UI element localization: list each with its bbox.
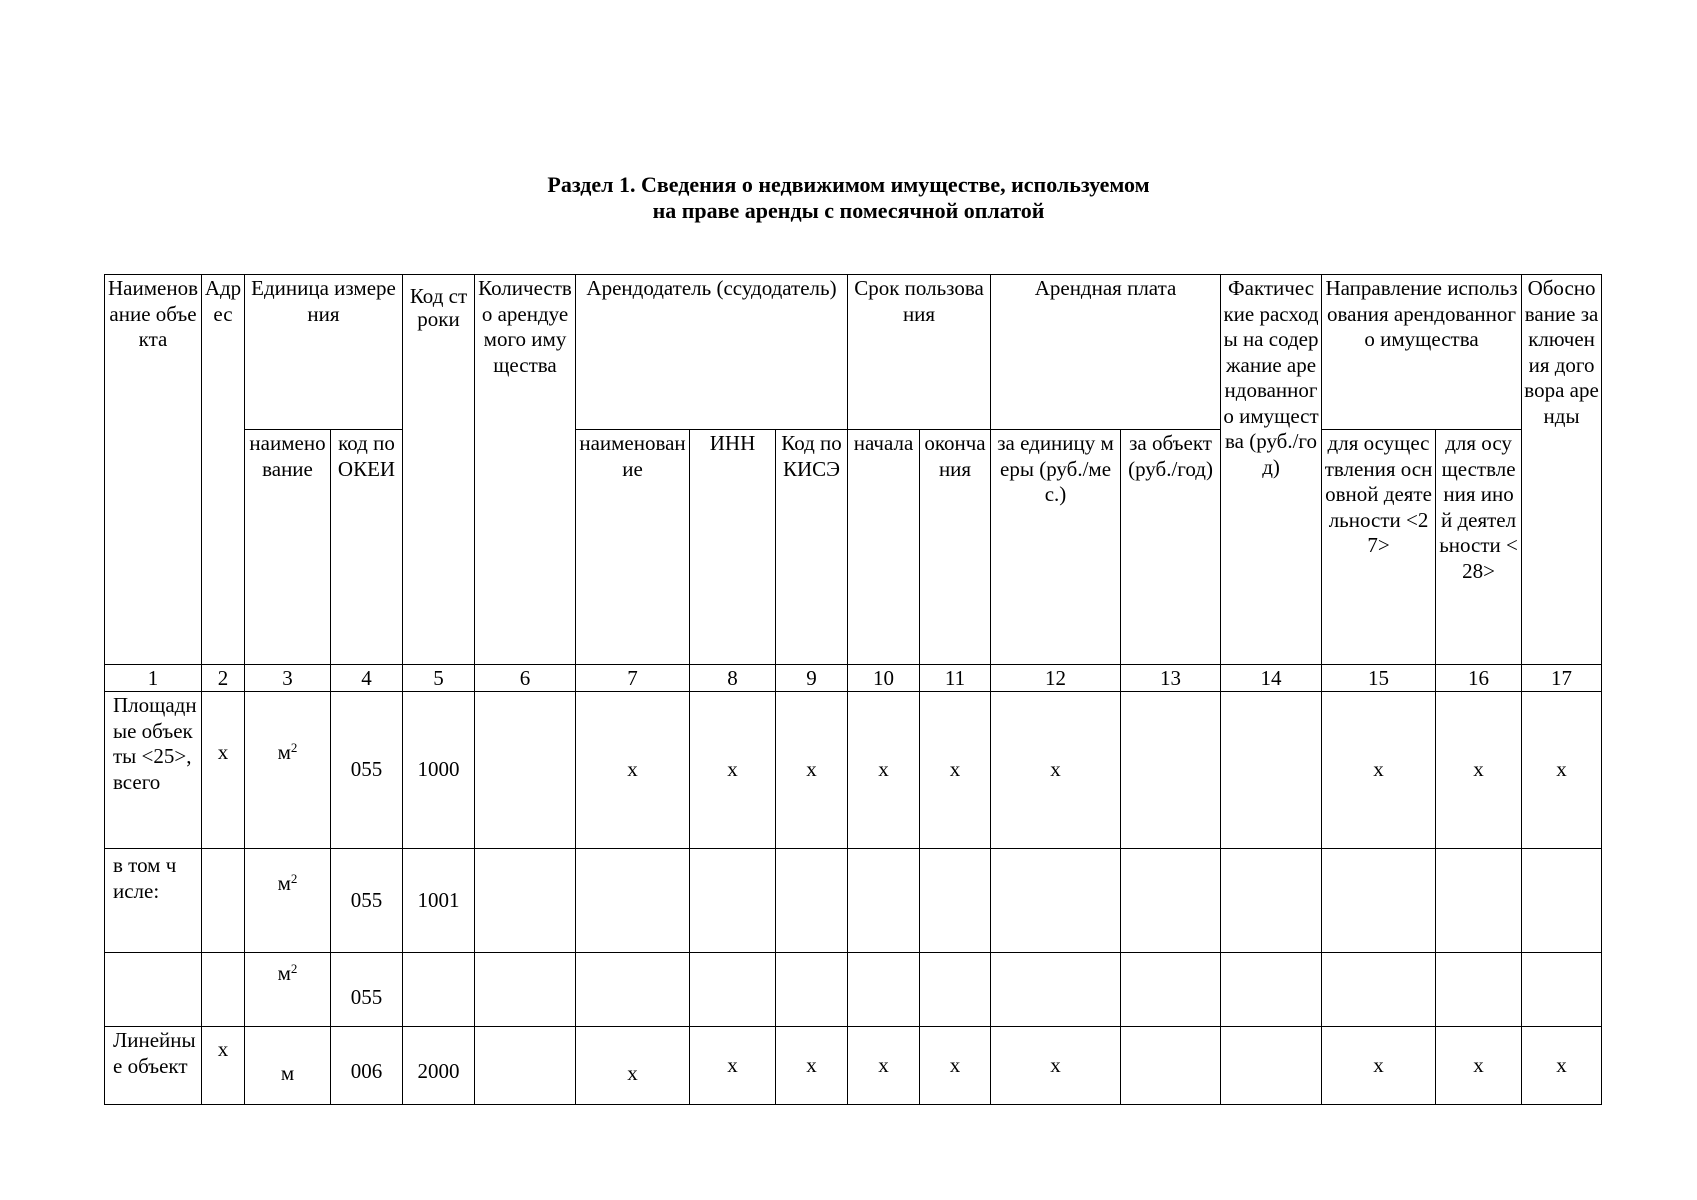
section-title bbox=[0, 172, 1697, 224]
purpose-other-cell: x bbox=[1436, 692, 1522, 849]
term-end-cell bbox=[920, 849, 991, 953]
column-number: 11 bbox=[920, 665, 991, 692]
column-number: 13 bbox=[1121, 665, 1221, 692]
term-start-cell: x bbox=[848, 1027, 920, 1105]
kise-cell: x bbox=[776, 692, 848, 849]
quantity-cell bbox=[475, 953, 576, 1027]
quantity-cell bbox=[475, 849, 576, 953]
unit-text: м bbox=[280, 1061, 295, 1085]
purpose-main-cell bbox=[1322, 953, 1436, 1027]
quantity-cell bbox=[475, 1027, 576, 1105]
lessor-name-cell: x bbox=[576, 1027, 690, 1105]
unit-name-cell bbox=[245, 953, 331, 1027]
quantity-cell bbox=[475, 692, 576, 849]
address-cell: x bbox=[202, 1027, 245, 1105]
inn-cell: x bbox=[690, 692, 776, 849]
header-unit-okei: код по ОКЕИ bbox=[331, 430, 403, 665]
header-row-2 bbox=[105, 430, 1602, 665]
header-lessor-kise: Код по КИСЭ bbox=[776, 430, 848, 665]
kise-cell bbox=[776, 849, 848, 953]
unit-superscript: 2 bbox=[290, 961, 298, 976]
rent-object-cell bbox=[1121, 692, 1221, 849]
justification-cell bbox=[1522, 953, 1602, 1027]
unit-name-cell bbox=[245, 849, 331, 953]
table-row bbox=[105, 1027, 1602, 1105]
purpose-main-cell: x bbox=[1322, 692, 1436, 849]
column-number: 9 bbox=[776, 665, 848, 692]
unit-text: м bbox=[277, 740, 291, 764]
purpose-other-cell: x bbox=[1436, 1027, 1522, 1105]
purpose-other-cell bbox=[1436, 953, 1522, 1027]
header-name: Наименование объекта bbox=[105, 275, 202, 665]
rent-unit-cell: x bbox=[991, 692, 1121, 849]
expenses-cell bbox=[1221, 1027, 1322, 1105]
unit-text: м bbox=[277, 961, 291, 985]
column-number: 17 bbox=[1522, 665, 1602, 692]
header-unit: Единица измерения bbox=[245, 275, 403, 430]
column-number: 4 bbox=[331, 665, 403, 692]
term-end-cell: x bbox=[920, 692, 991, 849]
okei-cell: 055 bbox=[331, 849, 403, 953]
address-cell bbox=[202, 953, 245, 1027]
column-number: 15 bbox=[1322, 665, 1436, 692]
term-start-cell bbox=[848, 849, 920, 953]
rent-object-cell bbox=[1121, 849, 1221, 953]
row-code-cell: 2000 bbox=[403, 1027, 475, 1105]
address-cell: x bbox=[202, 692, 245, 849]
column-number: 10 bbox=[848, 665, 920, 692]
inn-cell: x bbox=[690, 1027, 776, 1105]
rent-unit-cell: x bbox=[991, 1027, 1121, 1105]
header-term-start: начала bbox=[848, 430, 920, 665]
rent-object-cell bbox=[1121, 1027, 1221, 1105]
column-number: 2 bbox=[202, 665, 245, 692]
rent-unit-cell bbox=[991, 953, 1121, 1027]
header-address: Адрес bbox=[202, 275, 245, 665]
column-number-row bbox=[105, 665, 1602, 692]
kise-cell: x bbox=[776, 1027, 848, 1105]
lessor-name-cell bbox=[576, 849, 690, 953]
term-start-cell bbox=[848, 953, 920, 1027]
object-name-cell: Площадные объекты <25>, всего bbox=[105, 692, 202, 849]
header-term: Срок пользования bbox=[848, 275, 991, 430]
header-rent: Арендная плата bbox=[991, 275, 1221, 430]
column-number: 14 bbox=[1221, 665, 1322, 692]
inn-cell bbox=[690, 953, 776, 1027]
term-end-cell: x bbox=[920, 1027, 991, 1105]
lessor-name-cell bbox=[576, 953, 690, 1027]
section-title-line-1: Раздел 1. Сведения о недвижимом имуществе, используемом bbox=[547, 172, 1150, 197]
unit-text: м bbox=[277, 871, 291, 895]
purpose-main-cell bbox=[1322, 849, 1436, 953]
table-row bbox=[105, 692, 1602, 849]
header-unit-name: наименование bbox=[245, 430, 331, 665]
header-term-end: окончания bbox=[920, 430, 991, 665]
column-number: 12 bbox=[991, 665, 1121, 692]
address-cell bbox=[202, 849, 245, 953]
header-row-1 bbox=[105, 275, 1602, 430]
unit-name-cell bbox=[245, 692, 331, 849]
expenses-cell bbox=[1221, 849, 1322, 953]
header-purpose: Направление использования арендованного имущества bbox=[1322, 275, 1522, 430]
section-title-line-2: на праве аренды с помесячной оплатой bbox=[652, 198, 1045, 223]
unit-superscript: 2 bbox=[290, 871, 298, 886]
inn-cell bbox=[690, 849, 776, 953]
header-row-code: Код строки bbox=[403, 275, 475, 665]
header-lessor: Арендодатель (ссудодатель) bbox=[576, 275, 848, 430]
purpose-other-cell bbox=[1436, 849, 1522, 953]
row-code-cell: 1001 bbox=[403, 849, 475, 953]
object-name-cell bbox=[105, 953, 202, 1027]
column-number: 3 bbox=[245, 665, 331, 692]
header-rent-unit: за единицу меры (руб./мес.) bbox=[991, 430, 1121, 665]
rent-unit-cell bbox=[991, 849, 1121, 953]
purpose-main-cell: x bbox=[1322, 1027, 1436, 1105]
object-name-cell: Линейные объект bbox=[105, 1027, 202, 1105]
column-number: 5 bbox=[403, 665, 475, 692]
justification-cell bbox=[1522, 849, 1602, 953]
column-number: 1 bbox=[105, 665, 202, 692]
lessor-name-cell: x bbox=[576, 692, 690, 849]
row-code-cell: 1000 bbox=[403, 692, 475, 849]
header-lessor-name: наименование bbox=[576, 430, 690, 665]
header-justification: Обоснование заключения договора аренды bbox=[1522, 275, 1602, 665]
header-expenses: Фактические расходы на содержание арендованного имущества (руб./год) bbox=[1221, 275, 1322, 665]
column-number: 16 bbox=[1436, 665, 1522, 692]
expenses-cell bbox=[1221, 692, 1322, 849]
column-number: 8 bbox=[690, 665, 776, 692]
column-number: 7 bbox=[576, 665, 690, 692]
okei-cell: 006 bbox=[331, 1027, 403, 1105]
unit-superscript: 2 bbox=[290, 740, 298, 755]
header-purpose-main: для осуществления основной деятельности <27> bbox=[1322, 430, 1436, 665]
row-code-cell bbox=[403, 953, 475, 1027]
table-row bbox=[105, 849, 1602, 953]
rent-object-cell bbox=[1121, 953, 1221, 1027]
rental-property-table bbox=[104, 274, 1602, 1105]
header-rent-object: за объект (руб./год) bbox=[1121, 430, 1221, 665]
justification-cell: x bbox=[1522, 692, 1602, 849]
okei-cell: 055 bbox=[331, 953, 403, 1027]
unit-name-cell bbox=[245, 1027, 331, 1105]
header-purpose-other: для осуществления иной деятельности <28> bbox=[1436, 430, 1522, 665]
table-row bbox=[105, 953, 1602, 1027]
term-end-cell bbox=[920, 953, 991, 1027]
column-number: 6 bbox=[475, 665, 576, 692]
kise-cell bbox=[776, 953, 848, 1027]
object-name-cell: в том числе: bbox=[105, 849, 202, 953]
header-quantity: Количество арендуемого имущества bbox=[475, 275, 576, 665]
okei-cell: 055 bbox=[331, 692, 403, 849]
term-start-cell: x bbox=[848, 692, 920, 849]
header-lessor-inn: ИНН bbox=[690, 430, 776, 665]
justification-cell: x bbox=[1522, 1027, 1602, 1105]
expenses-cell bbox=[1221, 953, 1322, 1027]
